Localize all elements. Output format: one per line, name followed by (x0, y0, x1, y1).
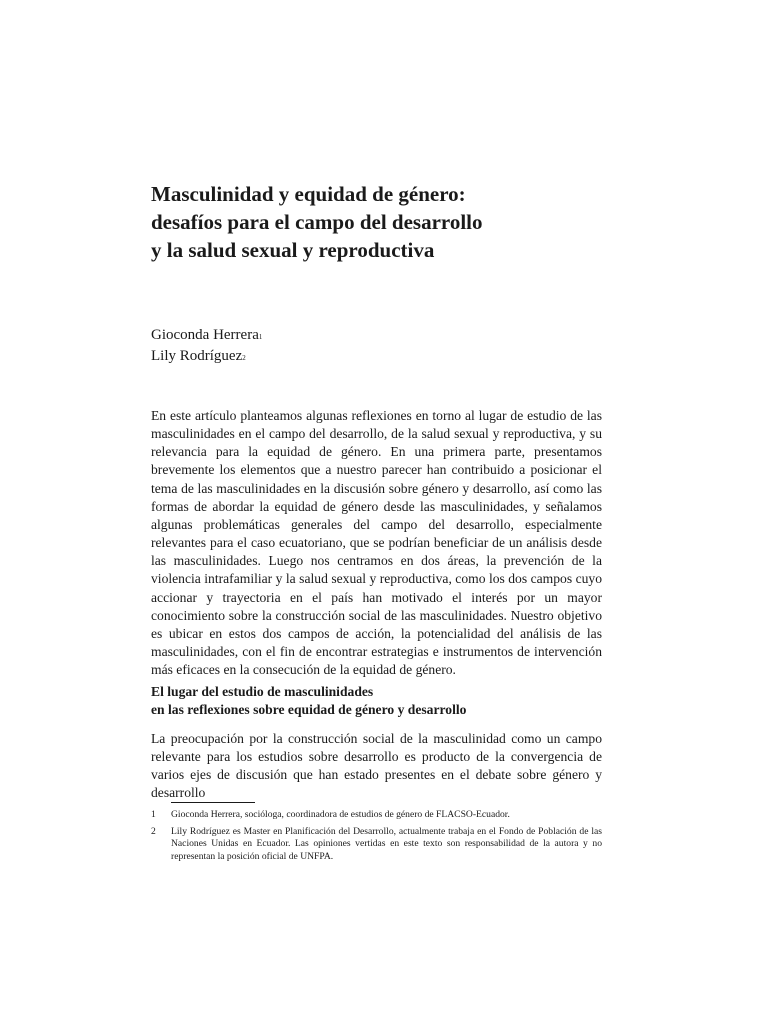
author-list (151, 325, 262, 367)
abstract-paragraph: En este artículo planteamos algunas reflexiones en torno al lugar de estudio de las masculinidades en el campo del desarrollo, de la salud sexual y reproductiva, y su relevancia para la equidad de género. En una primera parte, presentamos brevemente los elementos que a nuestro parecer han contribuido a posicionar el tema de las masculinidades en la discusión sobre género y desarrollo, así como las formas de abordar la equidad de género desde las masculinidades, y señalamos algunas problemáticas generales del campo del desarrollo, especialmente relevantes para el caso ecuatoriano, que se podrían beneficiar de un análisis desde las masculinidades. Luego nos centramos en dos áreas, la prevención de la violencia intrafamiliar y la salud sexual y reproductiva, como los dos campos cuyo accionar y trayectoria en el país han motivado el interés por un mayor conocimiento sobre la construcción social de las masculinidades. Nuestro objetivo es ubicar en estos dos campos de acción, la potencialidad del análisis de las masculinidades, con el fin de encontrar estrategias e instrumentos de intervención más eficaces en la consecución de la equidad de género. (151, 408, 602, 678)
footnote-number: 2 (151, 825, 156, 837)
footnote-divider (171, 802, 255, 803)
section-heading (151, 683, 602, 719)
title-line-3: y la salud sexual y reproductiva (151, 238, 435, 262)
footnote (151, 809, 602, 822)
section-body-paragraph: La preocupación por la construcción social de la masculinidad como un campo relevante para los estudios sobre desarrollo es producto de la convergencia de varios ejes de discusión que han estado presentes en el debate sobre género y desarrollo (151, 731, 602, 801)
author-name: Lily Rodríguez (151, 348, 243, 364)
footnote-marker: 2 (242, 354, 246, 362)
footnote (151, 826, 602, 864)
section-heading-line-1: El lugar del estudio de masculinidades (151, 684, 374, 699)
footnote-text: Gioconda Herrera, socióloga, coordinadora de estudios de género de FLACSO-Ecuador. (171, 809, 510, 820)
footnote-text: Lily Rodríguez es Master en Planificación del Desarrollo, actualmente trabaja en el Fondo de Población de las Naciones Unidas en Ecuador. Las opiniones vertidas en este texto son responsabilidad de la autora y no representan la posición oficial de UNFPA. (171, 825, 602, 862)
footnote-number: 1 (151, 809, 156, 820)
footnotes (151, 809, 602, 867)
author-name: Gioconda Herrera (151, 327, 259, 343)
author-2 (151, 346, 262, 367)
title-line-2: desafíos para el campo del desarrollo (151, 210, 483, 234)
title-line-1: Masculinidad y equidad de género: (151, 182, 466, 206)
article-title (151, 180, 621, 264)
section-heading-line-2: en las reflexiones sobre equidad de género y desarrollo (151, 702, 467, 717)
author-1 (151, 325, 262, 346)
footnote-marker: 1 (258, 333, 263, 341)
